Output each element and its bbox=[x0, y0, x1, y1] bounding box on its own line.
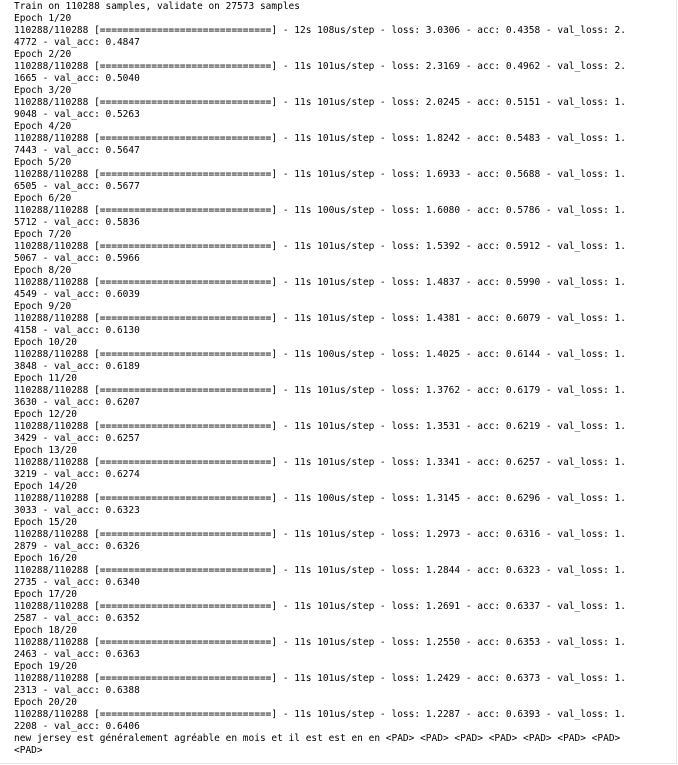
log-line: 110288/110288 [==============================] - 11s 101us/step - loss: 2.0245 - acc: 0.5151 - val_loss: 1. bbox=[14, 97, 626, 108]
log-line: Epoch 10/20 bbox=[14, 337, 77, 348]
log-line: Epoch 14/20 bbox=[14, 481, 77, 492]
log-line: 110288/110288 [==============================] - 11s 101us/step - loss: 1.4837 - acc: 0.5990 - val_loss: 1. bbox=[14, 277, 626, 288]
log-line: Epoch 11/20 bbox=[14, 373, 77, 384]
log-line: Epoch 17/20 bbox=[14, 589, 77, 600]
log-line: 3219 - val_acc: 0.6274 bbox=[14, 469, 140, 480]
log-line: 110288/110288 [==============================] - 11s 101us/step - loss: 1.2287 - acc: 0.6393 - val_loss: 1. bbox=[14, 709, 626, 720]
log-line: 2463 - val_acc: 0.6363 bbox=[14, 649, 140, 660]
log-line: 4158 - val_acc: 0.6130 bbox=[14, 325, 140, 336]
log-line: Epoch 4/20 bbox=[14, 121, 72, 132]
log-line: 2879 - val_acc: 0.6326 bbox=[14, 541, 140, 552]
log-line: Epoch 19/20 bbox=[14, 661, 77, 672]
log-line: 6505 - val_acc: 0.5677 bbox=[14, 181, 140, 192]
log-line: 5712 - val_acc: 0.5836 bbox=[14, 217, 140, 228]
log-line: 110288/110288 [==============================] - 11s 101us/step - loss: 1.4381 - acc: 0.6079 - val_loss: 1. bbox=[14, 313, 626, 324]
log-line: Epoch 12/20 bbox=[14, 409, 77, 420]
log-line: 2208 - val_acc: 0.6406 bbox=[14, 721, 140, 732]
log-line: 110288/110288 [==============================] - 11s 101us/step - loss: 1.6933 - acc: 0.5688 - val_loss: 1. bbox=[14, 169, 626, 180]
log-line: 110288/110288 [==============================] - 11s 100us/step - loss: 1.6080 - acc: 0.5786 - val_loss: 1. bbox=[14, 205, 626, 216]
log-line: 5067 - val_acc: 0.5966 bbox=[14, 253, 140, 264]
log-line: Epoch 1/20 bbox=[14, 13, 72, 24]
log-line: Epoch 8/20 bbox=[14, 265, 72, 276]
log-line: Epoch 16/20 bbox=[14, 553, 77, 564]
log-line: 110288/110288 [==============================] - 11s 101us/step - loss: 1.2691 - acc: 0.6337 - val_loss: 1. bbox=[14, 601, 626, 612]
log-line: Epoch 7/20 bbox=[14, 229, 72, 240]
log-line: Epoch 5/20 bbox=[14, 157, 72, 168]
log-line: 110288/110288 [==============================] - 11s 101us/step - loss: 1.8242 - acc: 0.5483 - val_loss: 1. bbox=[14, 133, 626, 144]
log-line: Epoch 18/20 bbox=[14, 625, 77, 636]
log-line: Epoch 9/20 bbox=[14, 301, 72, 312]
log-line: 110288/110288 [==============================] - 11s 101us/step - loss: 1.3762 - acc: 0.6179 - val_loss: 1. bbox=[14, 385, 626, 396]
log-line: 2587 - val_acc: 0.6352 bbox=[14, 613, 140, 624]
log-line: Epoch 3/20 bbox=[14, 85, 72, 96]
log-line: 110288/110288 [==============================] - 11s 101us/step - loss: 1.2844 - acc: 0.6323 - val_loss: 1. bbox=[14, 565, 626, 576]
log-line: 110288/110288 [==============================] - 11s 101us/step - loss: 1.2973 - acc: 0.6316 - val_loss: 1. bbox=[14, 529, 626, 540]
log-line: 110288/110288 [==============================] - 11s 101us/step - loss: 1.2550 - acc: 0.6353 - val_loss: 1. bbox=[14, 637, 626, 648]
log-line: Epoch 6/20 bbox=[14, 193, 72, 204]
log-line: Epoch 13/20 bbox=[14, 445, 77, 456]
log-line: Epoch 15/20 bbox=[14, 517, 77, 528]
log-line: 110288/110288 [==============================] - 11s 101us/step - loss: 2.3169 - acc: 0.4962 - val_loss: 2. bbox=[14, 61, 626, 72]
log-line: 7443 - val_acc: 0.5647 bbox=[14, 145, 140, 156]
log-line: Epoch 2/20 bbox=[14, 49, 72, 60]
log-line: 110288/110288 [==============================] - 12s 108us/step - loss: 3.0306 - acc: 0.4358 - val_loss: 2. bbox=[14, 25, 626, 36]
log-line: <PAD> bbox=[14, 745, 43, 756]
log-line: 110288/110288 [==============================] - 11s 101us/step - loss: 1.3341 - acc: 0.6257 - val_loss: 1. bbox=[14, 457, 626, 468]
log-line: 3848 - val_acc: 0.6189 bbox=[14, 361, 140, 372]
training-log-output bbox=[14, 1, 654, 757]
log-line: 9048 - val_acc: 0.5263 bbox=[14, 109, 140, 120]
log-line: 1665 - val_acc: 0.5040 bbox=[14, 73, 140, 84]
log-line: Train on 110288 samples, validate on 27573 samples bbox=[14, 1, 300, 12]
log-line: 3630 - val_acc: 0.6207 bbox=[14, 397, 140, 408]
log-line: 2313 - val_acc: 0.6388 bbox=[14, 685, 140, 696]
log-line: 3429 - val_acc: 0.6257 bbox=[14, 433, 140, 444]
log-line: Epoch 20/20 bbox=[14, 697, 77, 708]
log-line: 110288/110288 [==============================] - 11s 100us/step - loss: 1.3145 - acc: 0.6296 - val_loss: 1. bbox=[14, 493, 626, 504]
log-line: 110288/110288 [==============================] - 11s 101us/step - loss: 1.5392 - acc: 0.5912 - val_loss: 1. bbox=[14, 241, 626, 252]
log-line: 110288/110288 [==============================] - 11s 101us/step - loss: 1.3531 - acc: 0.6219 - val_loss: 1. bbox=[14, 421, 626, 432]
log-line: 110288/110288 [==============================] - 11s 100us/step - loss: 1.4025 - acc: 0.6144 - val_loss: 1. bbox=[14, 349, 626, 360]
log-line: 3033 - val_acc: 0.6323 bbox=[14, 505, 140, 516]
log-line: new jersey est généralement agréable en mois et il est est en en <PAD> <PAD> <PAD> <PAD> <PAD> <PAD> <PAD> bbox=[14, 733, 621, 744]
log-line: 4549 - val_acc: 0.6039 bbox=[14, 289, 140, 300]
log-line: 2735 - val_acc: 0.6340 bbox=[14, 577, 140, 588]
log-line: 4772 - val_acc: 0.4847 bbox=[14, 37, 140, 48]
log-line: 110288/110288 [==============================] - 11s 101us/step - loss: 1.2429 - acc: 0.6373 - val_loss: 1. bbox=[14, 673, 626, 684]
